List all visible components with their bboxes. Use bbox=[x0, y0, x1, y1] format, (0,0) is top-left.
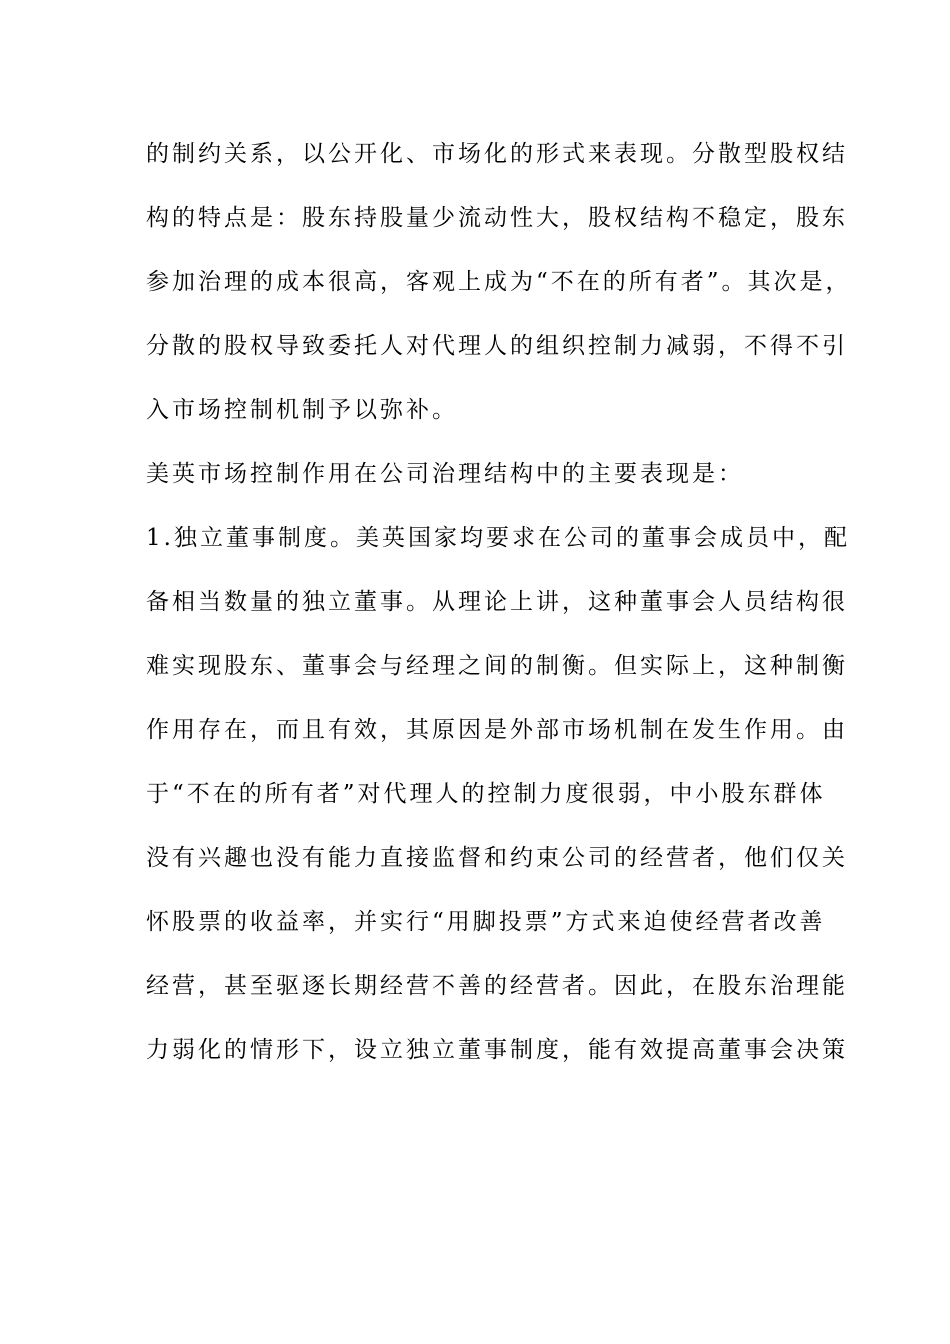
text-line-4: 分散的股权导致委托人对代理人的组织控制力减弱，不得不引 bbox=[146, 333, 848, 359]
text-line-11: 于“不在的所有者”对代理人的控制力度很弱，中小股东群体 bbox=[146, 781, 826, 807]
text-line-13: 怀股票的收益率，并实行“用脚投票”方式来迫使经营者改善 bbox=[146, 909, 826, 935]
text-line-1: 的制约关系，以公开化、市场化的形式来表现。分散型股权结 bbox=[146, 141, 848, 167]
text-line-8: 备相当数量的独立董事。从理论上讲，这种董事会人员结构很 bbox=[146, 589, 848, 615]
body-text bbox=[146, 131, 852, 1091]
text-line-12: 没有兴趣也没有能力直接监督和约束公司的经营者，他们仅关 bbox=[146, 845, 848, 871]
text-line-7: 1.独立董事制度。美英国家均要求在公司的董事会成员中，配 bbox=[146, 525, 850, 551]
text-line-5: 入市场控制机制予以弥补。 bbox=[146, 397, 458, 423]
text-line-10: 作用存在，而且有效，其原因是外部市场机制在发生作用。由 bbox=[146, 717, 848, 743]
text-line-2: 构的特点是：股东持股量少流动性大，股权结构不稳定，股东 bbox=[146, 205, 848, 231]
text-line-9: 难实现股东、董事会与经理之间的制衡。但实际上，这种制衡 bbox=[146, 653, 848, 679]
text-line-15: 力弱化的情形下，设立独立董事制度，能有效提高董事会决策 bbox=[146, 1037, 848, 1063]
text-line-14: 经营，甚至驱逐长期经营不善的经营者。因此，在股东治理能 bbox=[146, 973, 848, 999]
text-line-6: 美英市场控制作用在公司治理结构中的主要表现是： bbox=[146, 461, 744, 487]
text-line-3: 参加治理的成本很高，客观上成为“不在的所有者”。其次是， bbox=[146, 269, 852, 295]
